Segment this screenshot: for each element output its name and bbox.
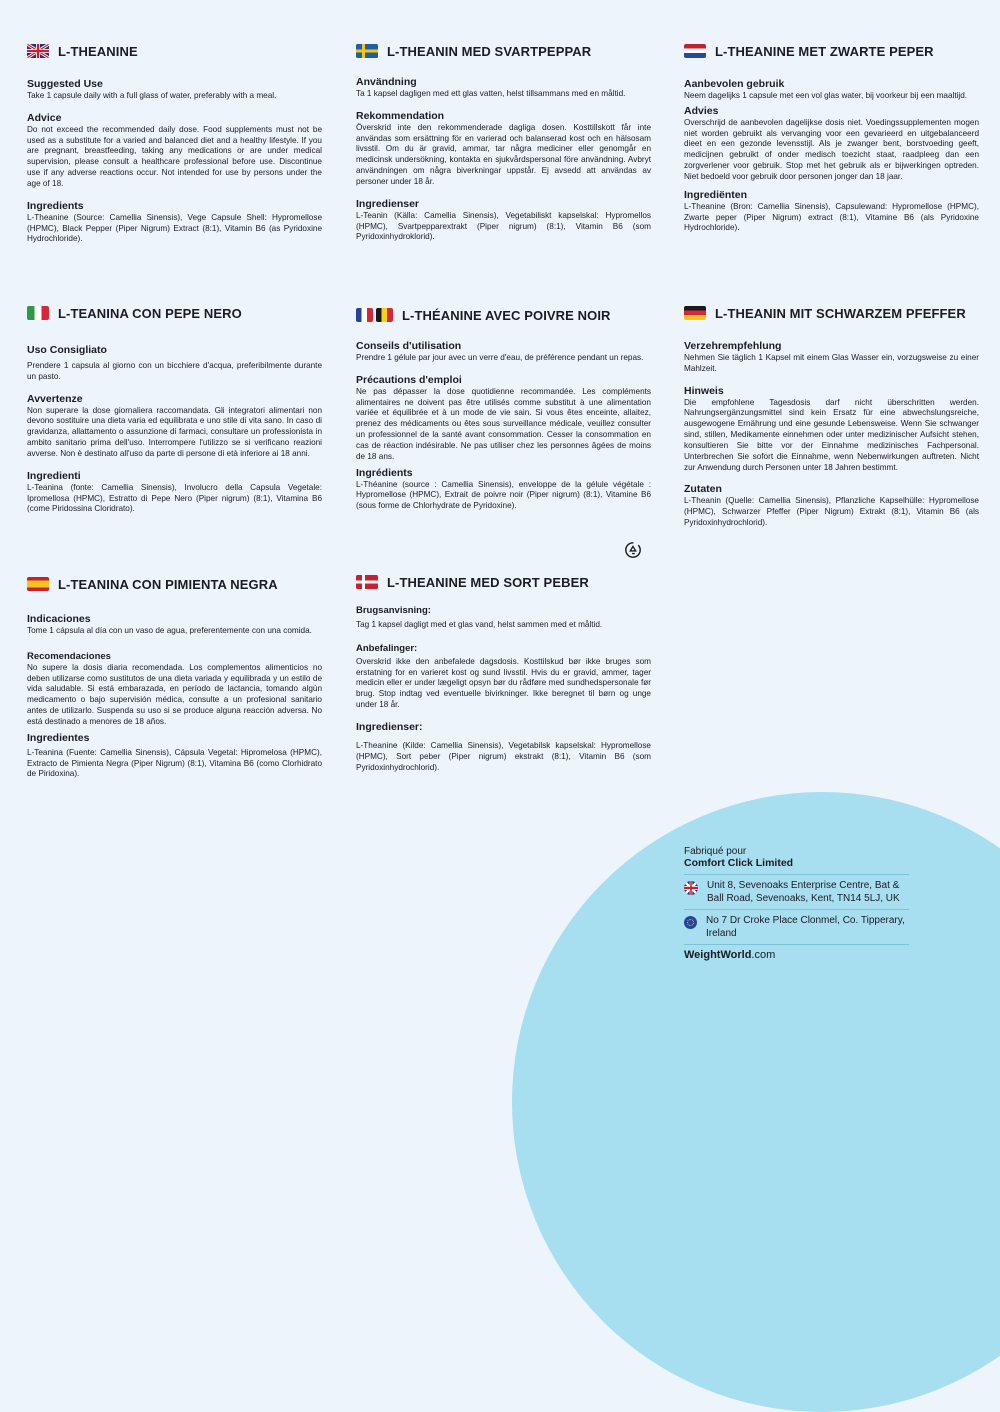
- use-heading: Conseils d'utilisation: [356, 340, 462, 352]
- use-heading: Verzehrempfehlung: [684, 340, 782, 352]
- section-header: [684, 40, 979, 62]
- advice-text: Non superare la dose giornaliera raccomandata. Gli integratori alimentari non devono sostituire una dieta varia ed equilibrata e uno stile di vita sano. In caso di gravidanza, allattamento o assunzione di farmaci, consultare un professionista in ambito sanitario prima dell'uso. Interrompere l'utilizzo se si verificano reazioni avverse. Non è destinato all'uso da parte di persone di età inferiore ai 18 anni.: [27, 405, 322, 458]
- recycle-icon: [624, 541, 642, 559]
- section-header: [356, 571, 651, 593]
- website-brand: WeightWorld: [684, 949, 752, 961]
- ingredients-heading: Ingredientes: [27, 731, 90, 744]
- sweden-flag-icon: [356, 44, 378, 58]
- advice-heading: Rekommendation: [356, 109, 445, 122]
- use-heading: Brugsanvisning:: [356, 605, 431, 616]
- section-title: L-THEANINE MET ZWARTE PEPER: [715, 43, 934, 59]
- spain-flag-icon: [27, 577, 49, 591]
- section-header: [356, 40, 651, 62]
- section-header: [27, 40, 322, 62]
- ingredients-heading: Zutaten: [684, 483, 722, 496]
- advice-heading: Précautions d'emploi: [356, 373, 462, 386]
- italy-flag-icon: [27, 306, 49, 320]
- uk-flag-icon: [27, 44, 49, 58]
- ingredients-heading: Ingrédients: [356, 466, 413, 479]
- use-text: Nehmen Sie täglich 1 Kapsel mit einem Glas Wasser ein, vorzugsweise zu einer Mahlzeit.: [684, 353, 979, 373]
- advice-text: Do not exceed the recommended daily dose. Food supplements must not be used as a substitute for a varied and balanced diet and a healthy lifestyle. If you are pregnant, breastfeeding, taking any medications or are under medical supervision, please consult a healthcare professional before use. Discontinue use if any adverse reactions occur. Not intended for use by persons under the age of 18.: [27, 124, 322, 188]
- advice-text: Överskrid inte den rekommenderade dagliga dosen. Kosttillskott får inte användas som ersättning för en varierad och balanserad kost och en hälsosam livsstil. Om du är gravid, ammar, tar några mediciner eller genomgår en medicinsk undersökning, kontakta en sjukvårdspersonal före användning. Avbryt användningen om några biverkningar uppstår. Ej avsedd att användas av personer under 18 år.: [356, 122, 651, 186]
- use-text: Neem dagelijks 1 capsule met een vol glas water, bij voorkeur bij een maaltijd.: [684, 91, 968, 100]
- ingredients-text: L-Theanin (Quelle: Camellia Sinensis), Pflanzliche Kapselhülle: Hypromellose (HPMC), Schwarzer Pfeffer (Piper Nigrum) Extrakt (8:1), Vitamin B6 (als Pyridoxinhydrochlorid).: [684, 496, 979, 528]
- section-italian: [27, 302, 322, 515]
- uk-flag-icon: [684, 881, 698, 895]
- section-french: [356, 304, 651, 512]
- advice-text: Ne pas dépasser la dose quotidienne recommandée. Les compléments alimentaires ne doivent pas être utilisés comme substitut à une alimentation variée et équilibrée et à un mode de vie sain. Si vous êtes enceinte, allaitez, prenez des médicaments ou êtes sous surveillance médicale, veuillez consulter un professionnel de la santé avant consommation. Cesser la consommation en cas de réaction indésirable. Ne pas utiliser chez les personnes âgées de moins de 18 ans.: [356, 386, 651, 461]
- section-swedish: [356, 40, 651, 243]
- section-header: [27, 573, 322, 595]
- section-header: [356, 304, 651, 326]
- website: [684, 944, 909, 961]
- netherlands-flag-icon: [684, 44, 706, 58]
- advice-text: Overschrijd de aanbevolen dagelijkse dosis niet. Voedingssupplementen mogen niet worden gebruikt als vervanging voor een gevarieerd en uitgebalanceerd dieet en een gezonde levensstijl. Als je zwanger bent, borstvoeding geeft, medicijnen gebruikt of onder medisch toezicht staat, raadpleeg dan een zorgverlener voor gebruik. Stop met het gebruik als er bijwerkingen optreden. Niet bedoeld voor gebruik door personen jonger dan 18 jaar.: [684, 117, 979, 181]
- ie-address-row: [684, 909, 909, 944]
- advice-heading: Hinweis: [684, 384, 724, 397]
- use-heading: Indicaciones: [27, 613, 91, 625]
- advice-heading: Avvertenze: [27, 392, 83, 405]
- use-text: Ta 1 kapsel dagligen med ett glas vatten, helst tillsammans med en måltid.: [356, 89, 626, 98]
- advice-heading: Advice: [27, 111, 62, 124]
- manufacturer-info: [684, 846, 909, 961]
- belgium-flag-icon: [376, 308, 393, 322]
- ingredients-heading: Ingredienser: [356, 197, 420, 210]
- section-german: [684, 302, 979, 529]
- france-flag-icon: [356, 308, 373, 322]
- advice-heading: Recomendaciones: [27, 650, 111, 662]
- ingredients-text: L-Théanine (source : Camellia Sinensis), enveloppe de la gélule végétale : Hypromellose (HPMC), Extrait de poivre noir (Piper nigrum) (8:1), Vitamine B6 (sous forme de Chlorhydrate de Pyridoxine).: [356, 479, 651, 511]
- ingredients-heading: Ingrediënten: [684, 188, 748, 201]
- use-text: Prendere 1 capsula al giorno con un bicchiere d'acqua, preferibilmente durante un pasto.: [27, 361, 322, 381]
- ingredients-text: L-Theanine (Bron: Camellia Sinensis), Capsulewand: Hypromellose (HPMC), Zwarte peper (Piper Nigrum) extract (8:1), Vitamine B6 (als Pyridoxine Hydrochloride).: [684, 201, 979, 233]
- use-text: Prendre 1 gélule par jour avec un verre d'eau, de préférence pendant un repas.: [356, 353, 644, 362]
- ingredients-text: L-Theanine (Source: Camellia Sinensis), Vege Capsule Shell: Hypromellose (HPMC), Black Pepper (Piper Nigrum) Extract (8:1), Vitamin B6 (as Pyridoxine Hydrochloride).: [27, 212, 322, 244]
- use-heading: Uso Consigliato: [27, 344, 107, 356]
- use-heading: Suggested Use: [27, 78, 103, 90]
- section-title: L-THEANIN MIT SCHWARZEM PFEFFER: [715, 305, 966, 321]
- ingredients-text: L-Teanina (fonte: Camellia Sinensis), Involucro della Capsula Vegetale: Ipromellosa (HPMC), Estratto di Pepe Nero (Piper nigrum) (8:1), Vitamina B6 (come Piridossina Cloridrato).: [27, 482, 322, 514]
- section-title: L-THEANINE MED SORT PEBER: [387, 574, 589, 590]
- advice-text: Overskrid ikke den anbefalede dagsdosis. Kosttilskud bør ikke bruges som erstatning for en varieret kost og sund livsstil. Hvis du er gravid, ammer, tager medicin eller er under lægeligt opsyn bør du rådføre med sundhedspersonale før brug. Stop indtag ved eventuelle bivirkninger. Ikke beregnet til børn og unge under 18 år.: [356, 656, 651, 710]
- ingredients-text: L-Theanine (Kilde: Camellia Sinensis), Vegetabilsk kapselskal: Hypromellose (HPMC), Sort peber (Piper nigrum) ekstrakt (8:1), Vitamin B6 (som Pyridoxinhydrochlorid).: [356, 740, 651, 772]
- website-domain: .com: [751, 949, 776, 961]
- ingredients-heading: Ingredienser:: [356, 720, 423, 733]
- uk-address: Unit 8, Sevenoaks Enterprise Centre, Bat & Ball Road, Sevenoaks, Kent, TN14 5LJ, UK: [707, 880, 900, 904]
- denmark-flag-icon: [356, 575, 378, 589]
- advice-heading: Advies: [684, 104, 719, 117]
- use-text: Tag 1 kapsel dagligt med et glas vand, helst sammen med et måltid.: [356, 620, 603, 629]
- ingredients-text: L-Teanina (Fuente: Camellia Sinensis), Cápsula Vegetal: Hipromelosa (HPMC), Extracto de Pimienta Negra (Piper Nigrum) (8:1), Vitamina B6 (como Clorhidrato de Piridoxina).: [27, 747, 322, 779]
- ingredients-text: L-Teanin (Källa: Camellia Sinensis), Vegetabiliskt kapselskal: Hypromellos (HPMC), Svartpepparextrakt (Piper nigrum) (8:1), Vitamin B6 (som Pyridoxinhydroklorid).: [356, 210, 651, 242]
- company-name: Comfort Click Limited: [684, 857, 794, 869]
- section-spanish: [27, 573, 322, 780]
- section-danish: [356, 571, 651, 773]
- use-heading: Användning: [356, 76, 417, 88]
- section-title: L-TEANINA CON PEPE NERO: [58, 305, 242, 321]
- made-for-label: Fabriqué pour: [684, 846, 747, 857]
- ingredients-heading: Ingredients: [27, 199, 84, 212]
- flags-group: [356, 308, 393, 322]
- section-title: L-THEANIN MED SVARTPEPPAR: [387, 43, 592, 59]
- use-text: Tome 1 cápsula al día con un vaso de agua, preferentemente con una comida.: [27, 626, 312, 635]
- advice-text: No supere la dosis diaria recomendada. Los complementos alimenticios no deben utilizarse como sustitutos de una dieta variada y equilibrada y un estilo de vida saludable. Si está embarazada, en período de lactancia, tomando algún medicamento o bajo supervisión médica, consulte a un profesional sanitario antes de utilizarlo. Suspenda su uso si se produce alguna reacción adversa. No está destinado a menores de 18 años.: [27, 662, 322, 726]
- advice-text: Die empfohlene Tagesdosis darf nicht überschritten werden. Nahrungsergänzungsmittel sind kein Ersatz für eine abwechslungsreiche, ausgewogene Ernährung und eine gesunde Lebensweise. Wenn Sie schwanger sind, stillen, Medikamente einnehmen oder unter medizinischer Aufsicht stehen, konsultieren Sie bitte vor der Einnahme medizinisches Fachpersonal. Unterbrechen Sie sofort die Einnahme, wenn Nebenwirkungen auftreten. Nicht zur Anwendung durch Personen unter 18 Jahren bestimmt.: [684, 397, 979, 472]
- ie-address: No 7 Dr Croke Place Clonmel, Co. Tipperary, Ireland: [706, 915, 905, 939]
- advice-heading: Anbefalinger:: [356, 642, 418, 654]
- uk-address-row: [684, 874, 909, 909]
- section-dutch: [684, 40, 979, 234]
- section-header: [27, 302, 322, 324]
- use-text: Take 1 capsule daily with a full glass of water, preferably with a meal.: [27, 91, 277, 100]
- germany-flag-icon: [684, 306, 706, 320]
- eu-flag-icon: [684, 916, 697, 929]
- section-title: L-THEANINE: [58, 43, 138, 59]
- section-title: L-THÉANINE AVEC POIVRE NOIR: [402, 307, 611, 323]
- section-header: [684, 302, 979, 324]
- section-english: [27, 40, 322, 245]
- ingredients-heading: Ingredienti: [27, 469, 81, 482]
- section-title: L-TEANINA CON PIMIENTA NEGRA: [58, 576, 278, 592]
- use-heading: Aanbevolen gebruik: [684, 78, 785, 90]
